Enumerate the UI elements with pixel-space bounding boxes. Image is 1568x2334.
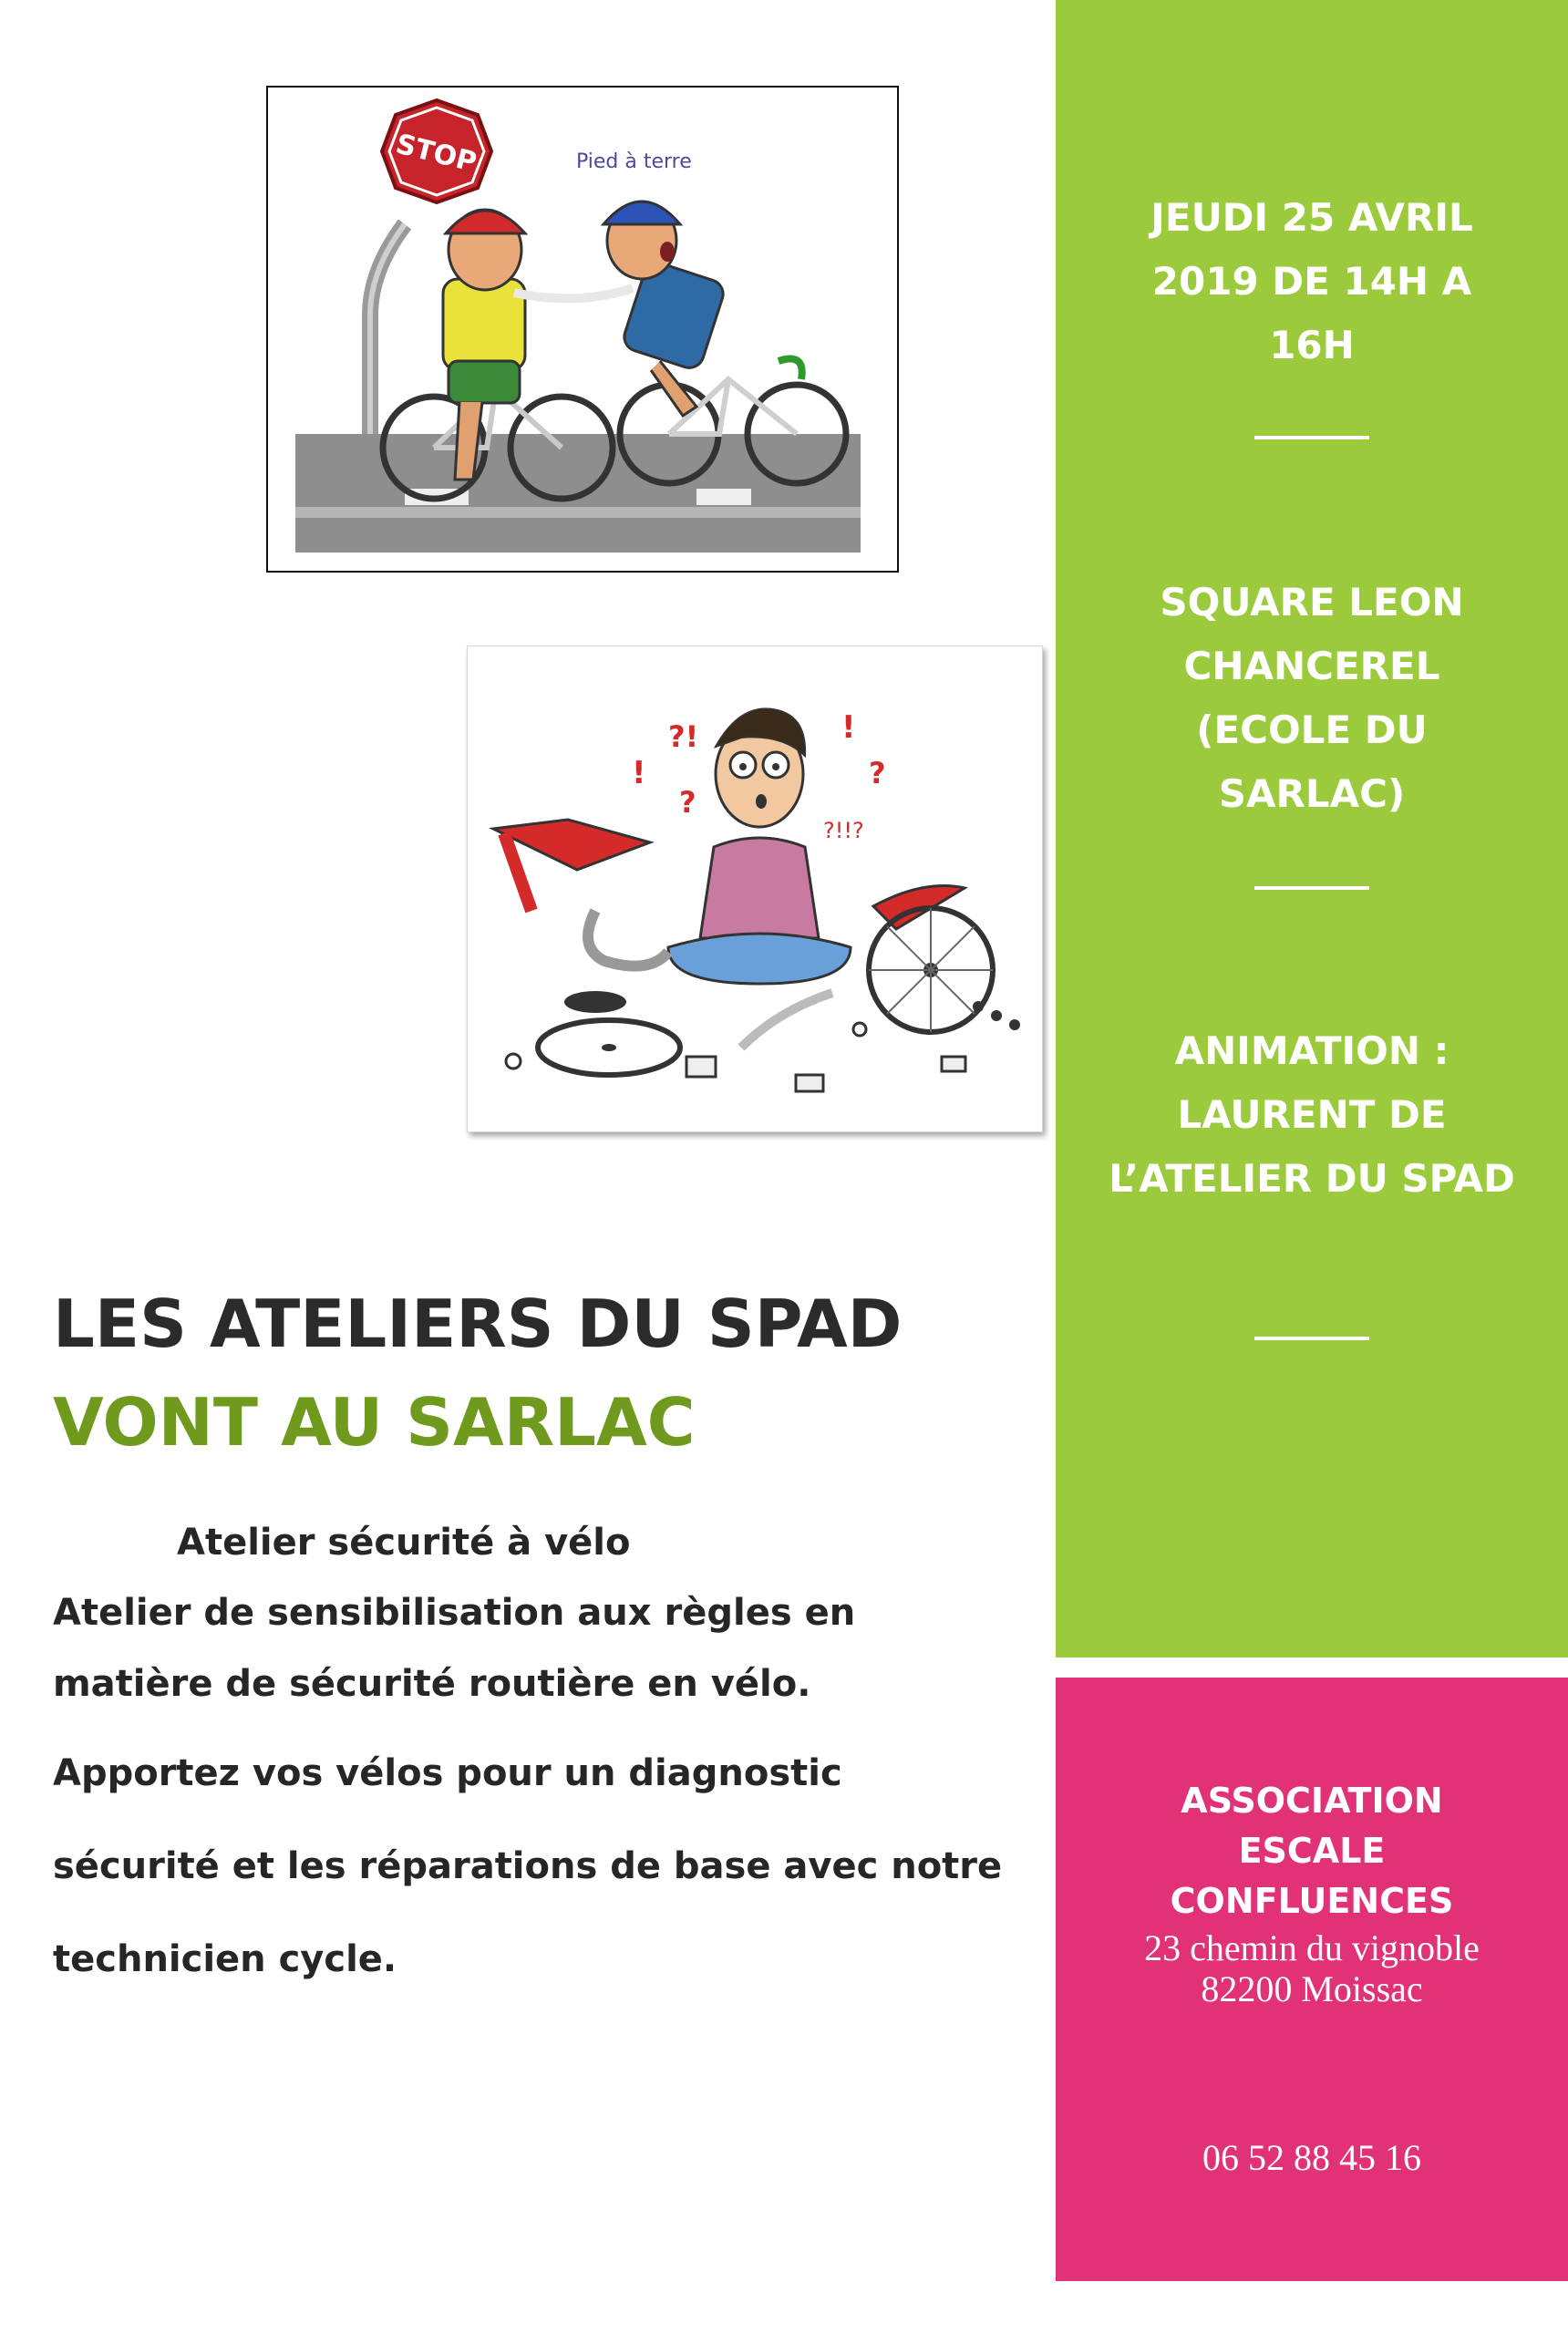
separator xyxy=(1254,1337,1369,1340)
association-address xyxy=(1056,1927,1568,2009)
mark-6: ?!!? xyxy=(823,818,864,843)
mark-5: ? xyxy=(869,756,886,790)
mark-4: ! xyxy=(841,709,856,746)
event-info-panel xyxy=(1056,0,1568,1658)
cyclists-drawing xyxy=(268,88,897,571)
separator xyxy=(1254,886,1369,890)
mark-3: ? xyxy=(679,785,696,820)
address-line-1: 23 chemin du vignoble xyxy=(1144,1927,1480,1968)
description-paragraph-1: Atelier de sensibilisation aux règles en matière de sécurité routière en vélo. xyxy=(53,1592,856,1705)
title-line-2: VONT AU SARLAC xyxy=(53,1384,696,1461)
address-line-2: 82200 Moissac xyxy=(1201,1968,1423,2009)
contact-panel xyxy=(1056,1678,1568,2281)
association-name: ASSOCIATION ESCALE CONFLUENCES xyxy=(1170,1781,1454,1921)
mark-2: ?! xyxy=(668,719,699,754)
pied-a-terre-caption: Pied à terre xyxy=(576,150,692,173)
stop-sign-icon xyxy=(382,100,491,202)
event-location: SQUARE LEON CHANCEREL (ECOLE DU SARLAC) xyxy=(1160,580,1464,816)
mark-1: ! xyxy=(632,755,646,791)
broken-bike-illustration xyxy=(467,645,1043,1132)
broken-bike-drawing xyxy=(468,646,1042,1130)
cyclists-stop-illustration xyxy=(266,86,899,573)
event-animation: ANIMATION : LAURENT DE L’ATELIER DU SPAD xyxy=(1109,1028,1515,1201)
stop-sign-text: STOP xyxy=(392,128,480,180)
phone-number: 06 52 88 45 16 xyxy=(1202,2137,1421,2178)
event-description xyxy=(53,1513,1019,2006)
workshop-subtitle: Atelier sécurité à vélo xyxy=(177,1522,631,1564)
page-title xyxy=(53,1275,1019,1472)
title-line-1: LES ATELIERS DU SPAD xyxy=(53,1286,903,1362)
event-date: JEUDI 25 AVRIL 2019 DE 14H A 16H xyxy=(1150,195,1473,367)
separator xyxy=(1254,436,1369,439)
description-paragraph-2: Apportez vos vélos pour un diagnostic sécurité et les réparations de base avec notre technicien cycle. xyxy=(53,1752,1003,1980)
